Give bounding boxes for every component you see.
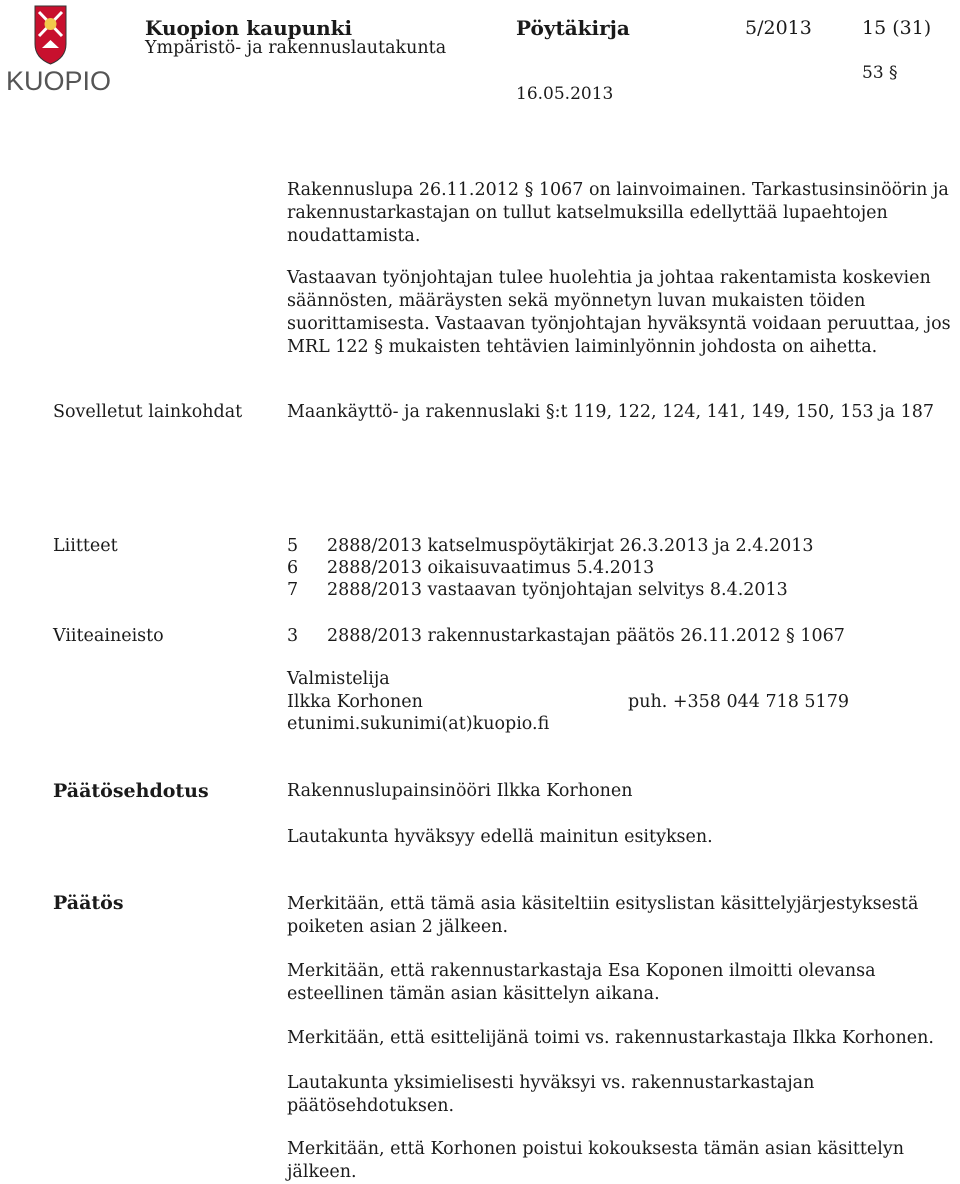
attachments-label: Liitteet [53, 536, 118, 556]
paragraph: Vastaavan työnjohtajan tulee huolehtia ja johtaa rakentamista koskevien säännösten, määräysten sekä myönnetyn luvan mukaisten töiden suorittamisesta. Vastaavan työnjohtajan hyväksyntä voidaan peruuttaa, jos MRL 122 § mukaisten tehtävien laiminlyönnin johdosta on aihetta. [287, 268, 951, 357]
attachment-item: 2888/2013 katselmuspöytäkirjat 26.3.2013 ja 2.4.2013 [327, 536, 814, 556]
proposal-author: Rakennuslupainsinööri Ilkka Korhonen [287, 781, 633, 801]
paragraph: Merkitään, että esittelijänä toimi vs. rakennustarkastaja Ilkka Korhonen. [287, 1028, 934, 1048]
paragraph: Lautakunta yksimielisesti hyväksyi vs. rakennustarkastajan päätösehdotuksen. [287, 1073, 815, 1116]
preparer-email: etunimi.sukunimi(at)kuopio.fi [287, 714, 550, 734]
proposal-label: Päätösehdotus [53, 780, 209, 802]
attachment-number: 7 [287, 580, 299, 600]
reference-item: 2888/2013 rakennustarkastajan päätös 26.11.2012 § 1067 [327, 626, 845, 646]
paragraph: Merkitään, että rakennustarkastaja Esa Koponen ilmoitti olevansa esteellinen tämän asian käsittelyn aikana. [287, 961, 876, 1004]
doc-type: Pöytäkirja [516, 16, 630, 40]
preparer-name: Ilkka Korhonen [287, 692, 423, 712]
paragraph: Merkitään, että tämä asia käsiteltiin esityslistan käsittelyjärjestyksestä poiketen asian 2 jälkeen. [287, 894, 919, 937]
reference-number: 3 [287, 626, 299, 646]
attachment-number: 6 [287, 558, 299, 578]
kuopio-logo [4, 4, 112, 99]
preparer-phone: puh. +358 044 718 5179 [628, 692, 849, 712]
attachment-number: 5 [287, 536, 299, 556]
attachment-item: 2888/2013 oikaisuvaatimus 5.4.2013 [327, 558, 655, 578]
body-section [287, 267, 957, 359]
decision-paragraph [287, 893, 957, 939]
references-label: Viiteaineisto [53, 626, 164, 646]
body-section [287, 179, 957, 248]
decision-paragraph [287, 1138, 957, 1184]
city-name: Kuopion kaupunki [145, 16, 353, 40]
decision-paragraph [287, 1027, 957, 1050]
coat-of-arms-icon [4, 4, 112, 99]
proposal-text: Lautakunta hyväksyy edellä mainitun esityksen. [287, 827, 713, 847]
page-number: 15 (31) [862, 17, 932, 39]
applied-laws-label: Sovelletut lainkohdat [53, 402, 243, 422]
doc-number: 5/2013 [745, 17, 812, 39]
section-number: 53 § [862, 63, 898, 83]
decision-paragraph [287, 960, 957, 1006]
attachment-item: 2888/2013 vastaavan työnjohtajan selvitys 8.4.2013 [327, 580, 788, 600]
applied-laws-value: Maankäyttö- ja rakennuslaki §:t 119, 122, 124, 141, 149, 150, 153 ja 187 [287, 402, 935, 422]
decision-paragraph [287, 1072, 957, 1118]
preparer-title: Valmistelija [287, 669, 390, 689]
paragraph: Merkitään, että Korhonen poistui kokouksesta tämän asian käsittelyn jälkeen. [287, 1139, 905, 1182]
board-name: Ympäristö- ja rakennuslautakunta [145, 38, 447, 58]
logo-text: KUOPIO [6, 66, 112, 96]
decision-label: Päätös [53, 892, 124, 914]
paragraph: Rakennuslupa 26.11.2012 § 1067 on lainvoimainen. Tarkastusinsinöörin ja rakennustarkastajan on tullut katselmuksilla edellyttää lupaehtojen noudattamista. [287, 180, 949, 246]
meeting-date: 16.05.2013 [516, 84, 614, 104]
